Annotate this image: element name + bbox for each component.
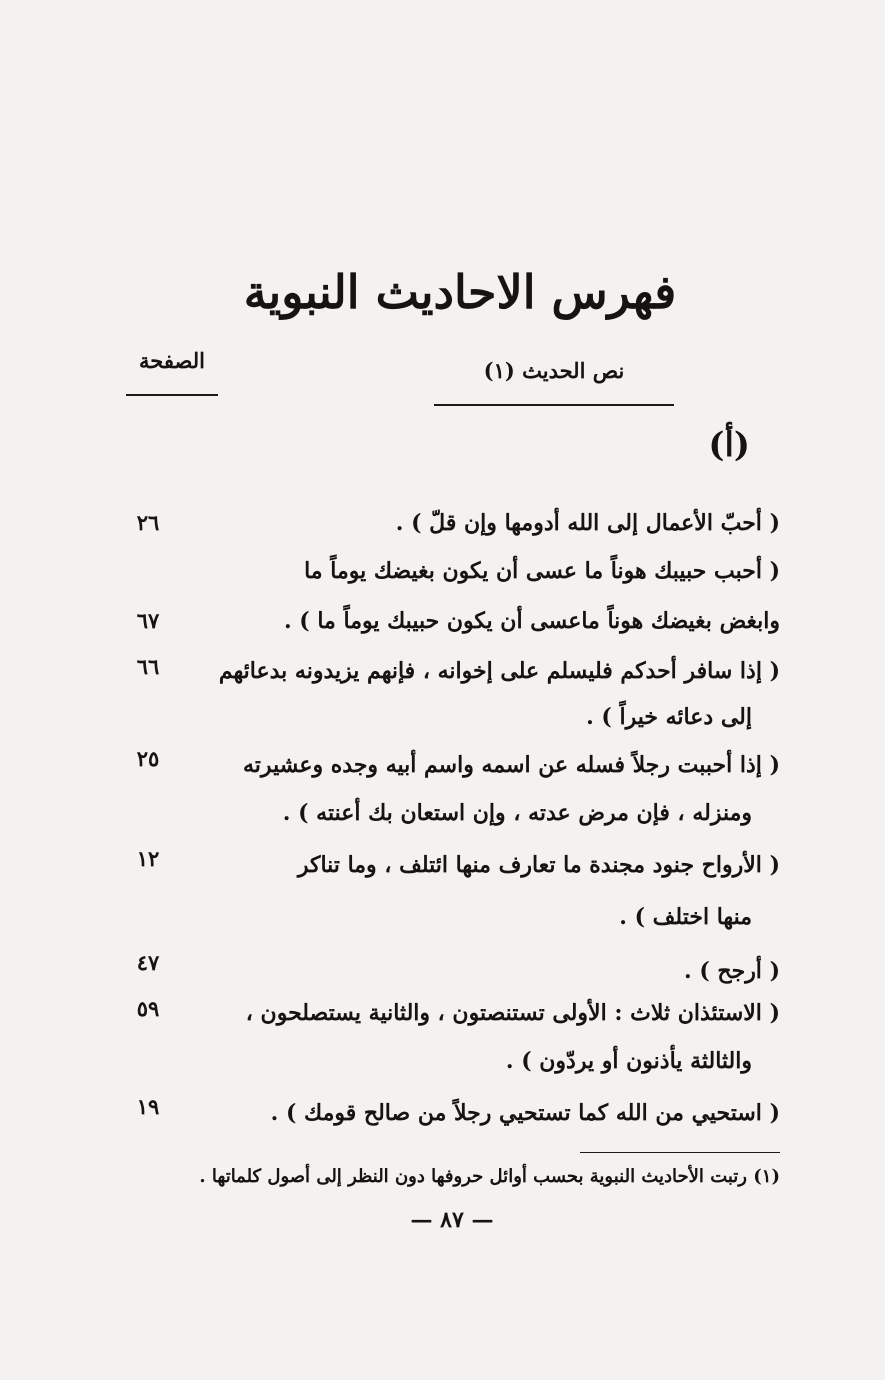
page-column-header: الصفحة	[139, 348, 205, 373]
hadith-entry-2-line-2: وابغض بغيضك هوناً ماعسى أن يكون حبيبك يوماً ما ) .	[283, 608, 780, 634]
hadith-entry-7-line-1: ( الاستئذان ثلاث : الأولى تستنصتون ، والثانية يستصلحون ،	[245, 1000, 780, 1026]
hadith-text-column-header: نص الحديث (١)	[483, 358, 625, 383]
hadith-entry-5-line-1: ( الأرواح جنود مجندة ما تعارف منها ائتلف ، وما تناكر	[297, 852, 780, 878]
hadith-entry-4-page: ٢٥	[136, 746, 160, 771]
hadith-entry-5-line-2: منها اختلف ) .	[619, 904, 752, 930]
footnote: (١) رتبت الأحاديث النبوية بحسب أوائل حروفها دون النظر إلى أصول كلماتها .	[199, 1166, 780, 1187]
hadith-entry-2-page: ٦٧	[136, 608, 160, 633]
hadith-entry-5-page: ١٢	[136, 846, 160, 871]
page-number: — ٨٧ —	[410, 1207, 494, 1233]
hadith-text-header-rule	[434, 404, 674, 406]
section-letter-alif: (أ)	[708, 425, 750, 465]
hadith-entry-6-line-1: ( أرجح ) .	[684, 958, 780, 984]
hadith-entry-2-line-1: ( أحبب حبيبك هوناً ما عسى أن يكون بغيضك يوماً ما	[304, 558, 780, 584]
hadith-entry-4-line-2: ومنزله ، فإن مرض عدته ، وإن استعان بك أعنته ) .	[282, 800, 752, 826]
hadith-entry-7-page: ٥٩	[136, 996, 160, 1021]
index-title: فهرس الاحاديث النبوية	[243, 265, 677, 319]
hadith-entry-8-page: ١٩	[136, 1094, 160, 1119]
hadith-entry-3-line-1: ( إذا سافر أحدكم فليسلم على إخوانه ، فإنهم يزيدونه بدعائهم	[218, 658, 780, 684]
hadith-entry-6-page: ٤٧	[136, 950, 160, 975]
hadith-entry-1-page: ٢٦	[136, 510, 160, 535]
page-header-rule	[126, 394, 218, 396]
hadith-entry-1-line-1: ( أحبّ الأعمال إلى الله أدومها وإن قلّ ) .	[395, 510, 780, 536]
hadith-entry-8-line-1: ( استحيي من الله كما تستحيي رجلاً من صالح قومك ) .	[270, 1100, 780, 1126]
hadith-entry-3-line-2: إلى دعائه خيراً ) .	[586, 704, 752, 730]
hadith-entry-7-line-2: والثالثة يأذنون أو يردّون ) .	[505, 1048, 752, 1074]
hadith-entry-3-page: ٦٦	[136, 654, 160, 679]
hadith-entry-4-line-1: ( إذا أحببت رجلاً فسله عن اسمه واسم أبيه وجده وعشيرته	[243, 752, 780, 778]
footnote-separator	[580, 1152, 780, 1153]
